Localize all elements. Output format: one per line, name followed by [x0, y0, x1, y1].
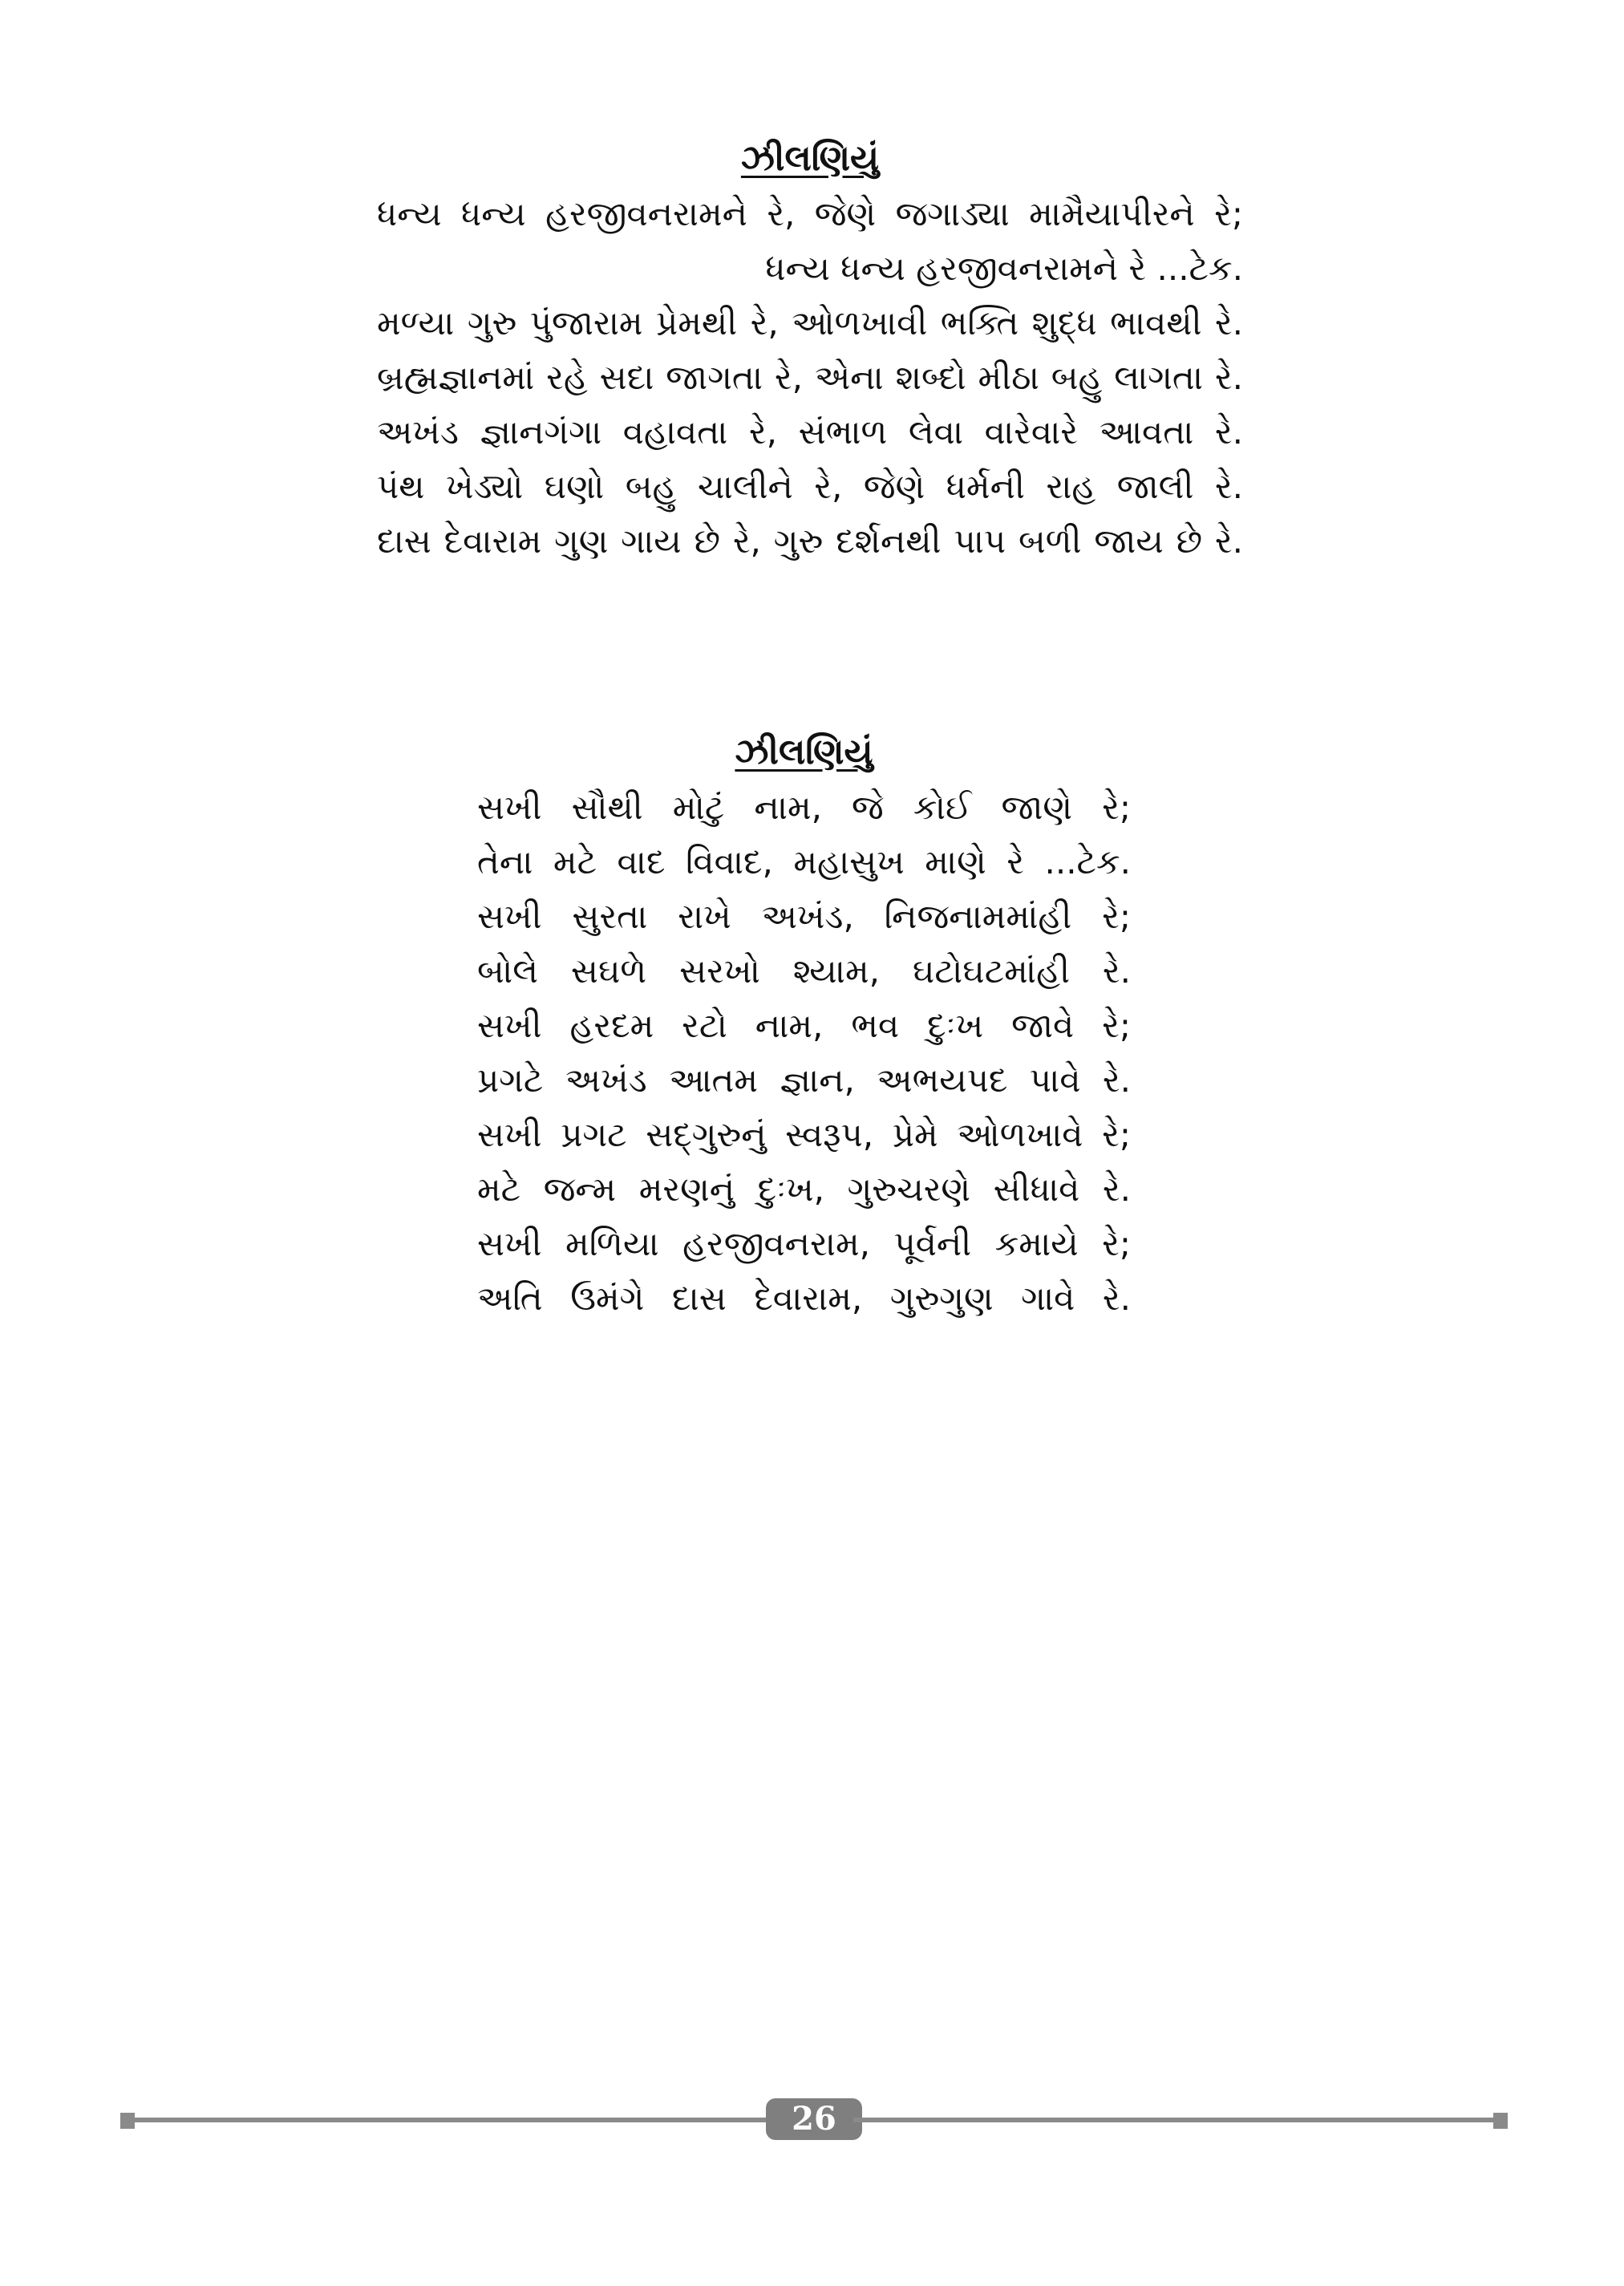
section-heading: ઝીલણિયું — [740, 138, 880, 179]
footer-rule-right — [853, 2118, 1493, 2122]
verse-line: પ્રગટે અખંડ આતમ જ્ઞાન, અભયપદ પાવે રે. — [477, 1060, 1131, 1100]
verse-line: મટે જન્મ મરણનું દુઃખ, ગુરુચરણે સીધાવે રે. — [477, 1169, 1131, 1209]
footer-rule-left — [135, 2118, 775, 2122]
section-heading: ઝીલણિયું — [735, 732, 873, 772]
verse-line: સખી મળિયા હરજીવનરામ, પૂર્વની કમાયે રે; — [477, 1223, 1131, 1263]
verse-line: સખી હરદમ રટો નામ, ભવ દુઃખ જાવે રે; — [477, 1005, 1131, 1045]
poem-section-1 — [377, 138, 1243, 569]
verse-line: સખી પ્રગટ સદ્ગુરુનું સ્વરૂપ, પ્રેમે ઓળખાવે રે; — [477, 1114, 1131, 1154]
verse-line: અખંડ જ્ઞાનગંગા વહાવતા રે, સંભાળ લેવા વારેવારે આવતા રે. — [377, 411, 1243, 452]
verse-line: સખી સુરતા રાખે અખંડ, નિજનામમાંહી રે; — [477, 896, 1131, 936]
verse-line: મળ્યા ગુરુ પુંજારામ પ્રેમથી રે, ઓળખાવી ભક્તિ શુદ્ધ ભાવથી રે. — [377, 302, 1243, 342]
verse-line: અતિ ઉમંગે દાસ દેવારામ, ગુરુગુણ ગાવે રે. — [477, 1278, 1131, 1318]
verse-line: ધન્ય ધન્ય હરજીવનરામને રે, જેણે જગાડ્યા મામૈયાપીરને રે; — [377, 193, 1243, 233]
verse-refrain: ધન્ય ધન્ય હરજીવનરામને રે ...ટેક. — [765, 248, 1243, 288]
verse-line: પંથ ખેડ્યો ઘણો બહુ ચાલીને રે, જેણે ધર્મની રાહ જાલી રે. — [377, 466, 1243, 506]
verse-line: સખી સૌથી મોટું નામ, જે કોઈ જાણે રે; — [477, 787, 1131, 827]
page-footer — [120, 2095, 1508, 2143]
verse-line: તેના મટે વાદ વિવાદ, મહાસુખ માણે રે ...ટેક. — [477, 841, 1131, 882]
verse-line: બ્રહ્મજ્ઞાનમાં રહે સદા જાગતા રે, એના શબ્દો મીઠા બહુ લાગતા રે. — [377, 357, 1243, 397]
poem-section-2 — [477, 732, 1131, 1326]
page-number-badge: 26 — [766, 2098, 862, 2140]
verse-line: દાસ દેવારામ ગુણ ગાય છે રે, ગુરુ દર્શનથી પાપ બળી જાય છે રે. — [377, 521, 1243, 561]
footer-rule-cap-right — [1493, 2113, 1508, 2129]
footer-rule-cap-left — [120, 2113, 135, 2129]
verse-line: બોલે સઘળે સરખો શ્યામ, ઘટોઘટમાંહી રે. — [477, 950, 1131, 991]
